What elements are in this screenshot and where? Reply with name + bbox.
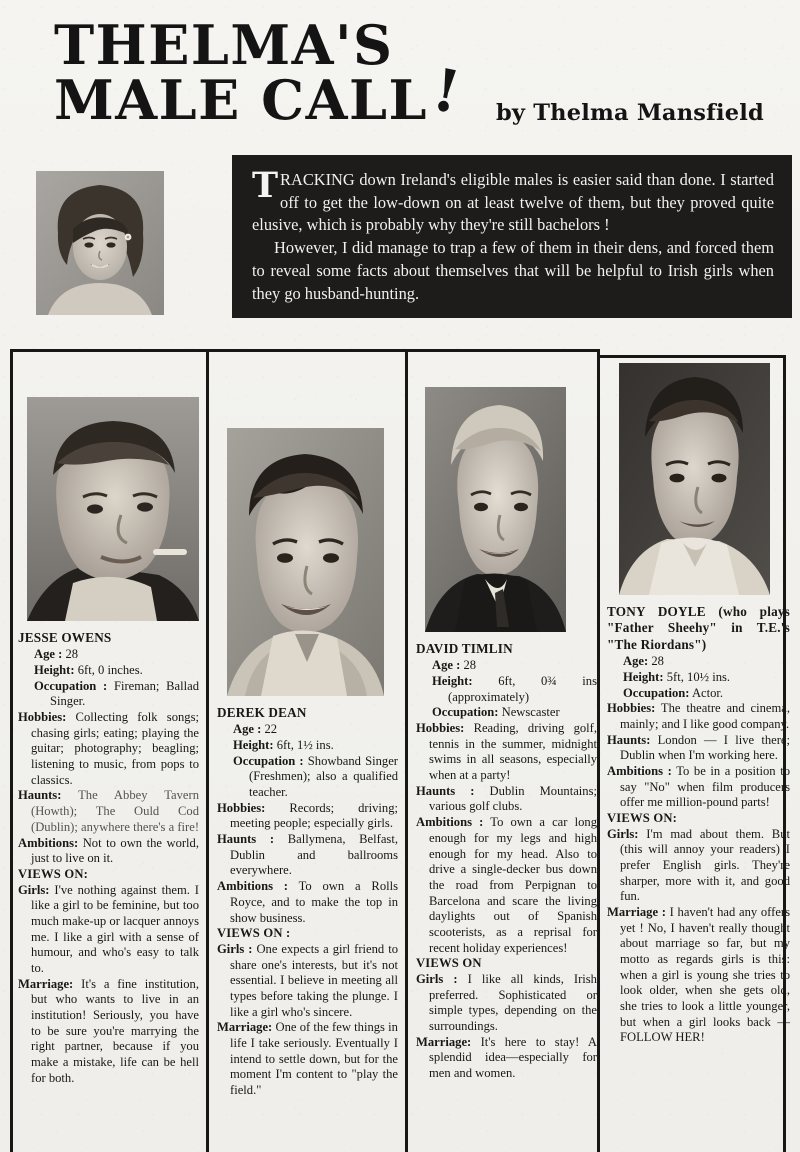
profile-name-1: JESSE OWENS (18, 630, 112, 645)
profile-occupation-1: Occupation : Fireman; Ballad Singer. (34, 678, 200, 709)
column-divider-1 (206, 349, 209, 1152)
profile-photo-2 (227, 428, 384, 696)
profile-height-3: Height: 6ft, 0¾ ins (approximately) (432, 674, 598, 704)
profile-photo-4 (619, 363, 770, 595)
byline: by Thelma Mansfield (496, 100, 764, 126)
profile-occupation-2: Occupation : Showband Singer (Freshmen); also a qualified teacher. (233, 753, 398, 800)
author-photo-image (36, 171, 164, 315)
profile-haunts-4: Haunts: London — I live there; Dublin when I'm working here. (607, 732, 790, 763)
profile-ambitions-2: Ambitions : To own a Rolls Royce, and to make the top in show business. (217, 879, 399, 925)
profile-photo-2-image (227, 428, 384, 696)
profile-column-3 (416, 349, 600, 1152)
profile-height-1: Height: 6ft, 0 inches. (34, 663, 143, 678)
intro-paragraph-1 (252, 165, 774, 237)
profile-photo-1 (27, 397, 199, 621)
exclamation-mark: ! (427, 55, 467, 127)
grid-left-rule (10, 349, 13, 1152)
profile-text-3 (416, 641, 600, 1082)
intro-box (232, 155, 792, 318)
intro-dropcap: T (252, 165, 279, 206)
profile-girls-3: Girls : I like all kinds, Irish preferred. Sophisticated or simple types, depending on the surroundings. (416, 971, 597, 1033)
profiles-grid (10, 349, 791, 1152)
profile-age-1: Age : 28 (34, 647, 79, 662)
profile-name-3: DAVID TIMLIN (416, 641, 513, 656)
profile-height-4: Height: 5ft, 10½ ins. (623, 669, 731, 684)
profile-marriage-1: Marriage: It's a fine institution, but who wants to live in an institution! Seriously, you have to be sure you're marrying the right partner, because if you make a mistake, life can be hell for both. (18, 976, 199, 1085)
profile-views-heading-1: VIEWS ON: (18, 866, 89, 881)
column-divider-2 (405, 349, 408, 1152)
profile-age-2: Age : 22 (233, 722, 278, 737)
profile-views-heading-2: VIEWS ON : (217, 926, 291, 941)
profile-views-heading-4: VIEWS ON: (607, 811, 678, 826)
profile-ambitions-1: Ambitions: Not to own the world, just to live on it. (18, 835, 199, 866)
profile-text-1 (18, 630, 202, 1086)
profile-marriage-4: Marriage : I haven't had any offers yet ! No, I haven't really thought about marriage so far, but my motto as regards girls is this: when a girl is young she tries to look older, when she gets old, she tries to look a little younger, but when a girl looks back — FOLLOW HER! (607, 905, 790, 1045)
profile-views-heading-3: VIEWS ON (416, 956, 482, 971)
profile-name-2: DEREK DEAN (217, 705, 307, 720)
profile-haunts-3: Haunts : Dublin Mountains; various golf clubs. (416, 783, 597, 814)
profile-hobbies-2: Hobbies: Records; driving; meeting people; especially girls. (217, 800, 398, 831)
profile-photo-4-image (619, 363, 770, 595)
profile-ambitions-4: Ambitions : To be in a position to say "No" when film producers offer me million-pound parts! (607, 764, 791, 810)
profile-photo-3-image (425, 387, 566, 632)
profile-haunts-1: Haunts: The Abbey Tavern (Howth); The Ould Cod (Dublin); anywhere there's a fire! (18, 788, 200, 834)
profile-text-4 (607, 604, 793, 1046)
profile-text-2 (217, 705, 401, 1099)
profile-name-4: TONY DOYLE (who plays "Father Sheehy" in T.E.'s "The Riordans") (607, 604, 790, 652)
profile-column-1 (18, 349, 202, 1152)
profile-age-3: Age : 28 (432, 658, 477, 673)
profile-column-2 (217, 349, 401, 1152)
profile-marriage-3: Marriage: It's here to stay! A splendid idea—especially for men and women. (416, 1034, 597, 1080)
profile-photo-1-image (27, 397, 199, 621)
profile-ambitions-3: Ambitions : To own a car long enough for my legs and high enough for my head. Also to drive a single-decker bus down the road from Perpignan to Barcelona and scare the living daylights out of Spanish scooterists, as a reprisal for recent holiday experiences! (416, 815, 597, 955)
author-photo (36, 171, 164, 315)
masthead-line-1: THELMA'S (54, 13, 394, 77)
profile-occupation-3: Occupation: Newscaster (432, 705, 560, 720)
profile-column-4 (607, 349, 793, 1152)
intro-paragraph-2: However, I did manage to trap a few of them in their dens, and forced them to reveal some facts about themselves that will be helpful to Irish girls when they go husband-hunting. (252, 238, 774, 303)
profile-age-4: Age: 28 (623, 654, 664, 669)
profile-marriage-2: Marriage: One of the few things in life I take seriously. Eventually I intend to settle down, but for the moment I'm content to "play the field." (217, 1020, 398, 1097)
profile-hobbies-1: Hobbies: Collecting folk songs; chasing girls; eating; playing the guitar; photography; beagling; listening to music, from pops to classics. (18, 710, 199, 787)
profile-occupation-4: Occupation: Actor. (623, 685, 724, 700)
profile-girls-1: Girls: I've nothing against them. I like a girl to be feminine, but too much make-up or lacquer annoys me. I like a girl with a sense of humour, and who's easy to talk to. (18, 882, 199, 975)
intro-paragraph-1-text: RACKING down Ireland's eligible males is easier said than done. I started off to get the low-down on at least twelve of them, but they proved quite elusive, which is probably why they're still bachelors ! (252, 170, 774, 235)
masthead-line-2: MALE CALL (54, 67, 428, 132)
profile-hobbies-4: Hobbies: The theatre and cinema, mainly; and I like good company. (607, 701, 790, 731)
profile-girls-4: Girls: I'm mad about them. But (this will annoy your readers) I prefer English girls. They're sharper, more with it, and good fun. (607, 826, 790, 904)
profile-hobbies-3: Hobbies: Reading, driving golf, tennis in the summer, midnight swims in all seasons, especially when at a party! (416, 721, 597, 783)
profile-height-2: Height: 6ft, 1½ ins. (233, 738, 334, 753)
profile-girls-2: Girls : One expects a girl friend to share one's interests, but it's not essential. I believe in meeting all types before taking the plunge. I like a girl who's sincere. (217, 941, 398, 1019)
profile-photo-3 (425, 387, 566, 632)
profile-haunts-2: Haunts : Ballymena, Belfast, Dublin and ballrooms everywhere. (217, 832, 398, 878)
